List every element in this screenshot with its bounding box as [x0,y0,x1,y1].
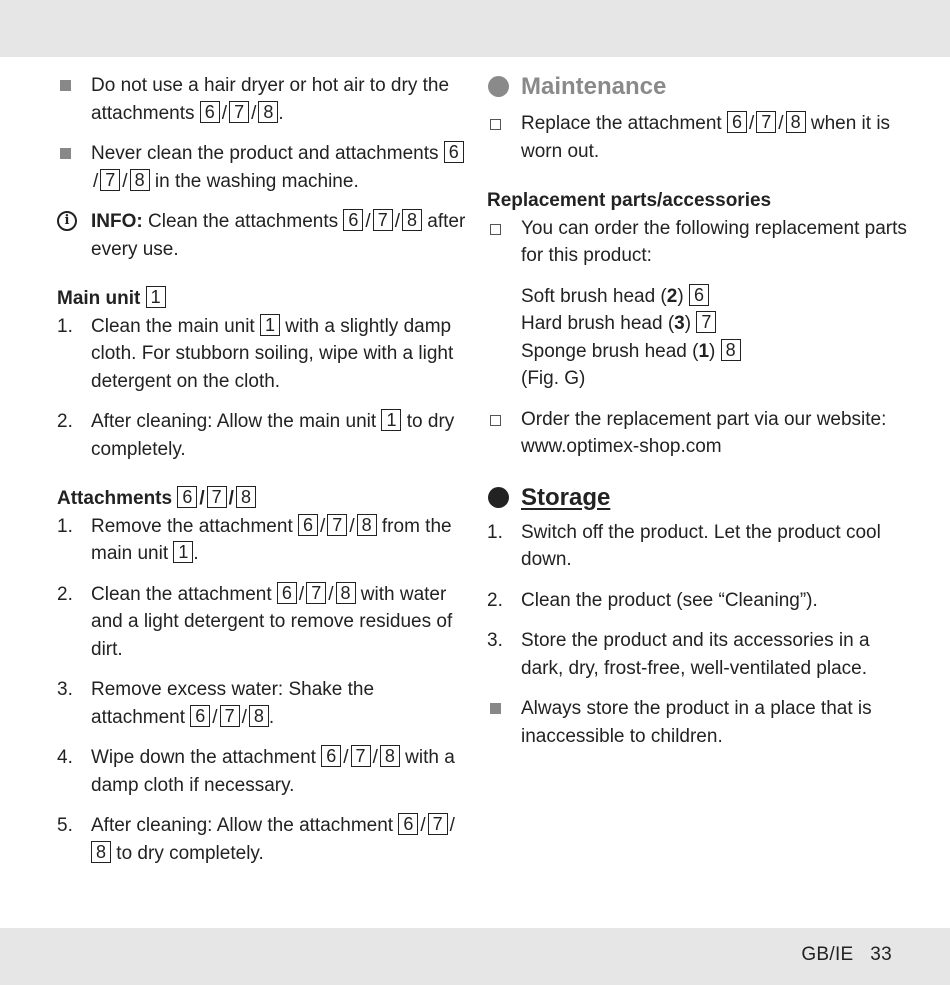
ref-box: 6 [343,209,363,231]
ref-box: 7 [756,111,776,133]
storage-step-1: 1. Switch off the product. Let the product cool down. [487,519,907,574]
step-number: 2. [57,411,73,432]
ref-box: 8 [721,339,741,361]
ref-box: 7 [306,582,326,604]
ref-box: 8 [357,514,377,536]
main-unit-heading: Main unit 1 [57,285,467,313]
ref-box: 7 [373,209,393,231]
part-soft-brush: Soft brush head (2) 6 [521,283,907,311]
bullet-hair-dryer: Do not use a hair dryer or hot air to dry the attachments 6 / 7 / 8 . [57,72,467,127]
ref-box: 8 [236,486,256,508]
step-number: 1. [487,521,503,543]
parts-list [487,283,907,393]
attachments-step-5: 5. After cleaning: Allow the attachment 6 / 7 /8 to dry completely. [57,814,455,864]
ref-box: 6 [321,745,341,767]
ref-box: 8 [402,209,422,231]
attachments-step-1: 1. Remove the attachment 6 / 7 / 8 from the main unit 1 . [57,514,452,564]
step-number: 3. [487,630,503,651]
gray-dot-icon [488,76,509,97]
ref-box: 7 [351,745,371,767]
page-number: 33 [870,944,892,965]
ref-box: 8 [258,101,278,123]
step-number: 3. [57,679,73,700]
ref-box: 8 [91,841,111,863]
page-footer [801,944,892,966]
ref-box: 1 [146,286,166,308]
ref-box: 7 [428,813,448,835]
info-label: INFO: [91,211,143,232]
replacement-heading: Replacement parts/accessories [487,190,772,211]
attachments-heading: Attachments 6 / 7 / 8 [57,485,467,513]
ref-box: 7 [696,311,716,333]
ref-box: 6 [398,813,418,835]
bullet-washing-machine: Never clean the product and attachments 6/ 7 / 8 in the washing machine. [57,140,467,195]
ref-box: 6 [200,101,220,123]
ref-box: 7 [220,705,240,727]
locale-label: GB/IE [801,944,854,965]
ref-box: 8 [380,745,400,767]
step-number: 1. [57,515,73,537]
attachments-step-3: 3. Remove excess water: Shake the attachment 6 / 7 / 8 . [57,676,467,731]
info-icon: i [57,211,77,231]
step-number: 1. [57,315,73,337]
step-number: 2. [487,589,503,611]
storage-bullet: Always store the product in a place that is inaccessible to children. [487,695,907,750]
replacement-item-order: You can order the following replacement parts for this product: [487,215,907,270]
ref-box: 7 [100,169,120,191]
ref-box: 8 [336,582,356,604]
ref-box: 6 [190,705,210,727]
ref-box: 1 [173,541,193,563]
black-dot-icon [488,487,509,508]
replacement-item-website: Order the replacement part via our website: www.optimex-shop.com [487,406,907,461]
step-number: 4. [57,747,73,768]
maintenance-item: Replace the attachment 6 / 7 / 8 when it is worn out. [487,110,907,165]
attachments-step-2: 2. Clean the attachment 6 / 7 / 8 with water and a light detergent to remove residues of dirt. [57,582,453,660]
figure-ref: (Fig. G) [521,368,586,389]
main-unit-step-1: 1. Clean the main unit 1 with a slightly damp cloth. For stubborn soiling, wipe with a light detergent on the cloth. [57,314,454,392]
ref-box: 1 [381,409,401,431]
ref-box: 6 [444,141,464,163]
storage-step-3: 3. Store the product and its accessories in a dark, dry, frost-free, well-ventilated place. [487,627,907,682]
attachments-step-4: 4. Wipe down the attachment 6 / 7 / 8 with a damp cloth if necessary. [57,746,455,796]
maintenance-heading: Maintenance [487,72,907,102]
ref-box: 6 [727,111,747,133]
ref-box: 8 [130,169,150,191]
step-number: 5. [57,815,73,836]
ref-box: 7 [229,101,249,123]
main-unit-step-2: 2. After cleaning: Allow the main unit 1 to dry completely. [57,410,455,460]
ref-box: 8 [249,705,269,727]
ref-box: 6 [298,514,318,536]
step-number: 2. [57,583,73,605]
left-column [57,72,467,880]
info-note: i INFO: Clean the attachments 6 / 7 / 8 after every use. [57,208,467,263]
right-column [487,72,907,763]
part-sponge-brush: Sponge brush head (1) 8 [521,338,907,366]
storage-heading: Storage [487,483,907,513]
top-band [0,0,950,57]
ref-box: 8 [786,111,806,133]
footer-band [0,928,950,985]
ref-box: 6 [277,582,297,604]
ref-box: 7 [327,514,347,536]
storage-step-2: 2. Clean the product (see “Cleaning”). [487,587,907,615]
ref-box: 6 [689,284,709,306]
ref-box: 1 [260,314,280,336]
ref-box: 7 [207,486,227,508]
part-hard-brush: Hard brush head (3) 7 [521,310,907,338]
ref-box: 6 [177,486,197,508]
